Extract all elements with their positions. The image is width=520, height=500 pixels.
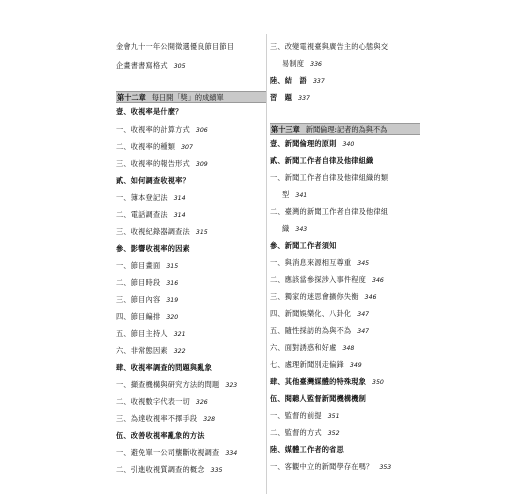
toc-entry xyxy=(116,142,193,153)
page-number: 320 xyxy=(166,314,179,321)
page-number: 340 xyxy=(342,141,355,148)
toc-entry xyxy=(116,346,186,357)
page-number: 316 xyxy=(166,280,179,287)
entry-text: 企畫書書寫格式 xyxy=(116,61,168,70)
entry-text: 二、臺灣的新聞工作者自律及他律組 xyxy=(270,207,389,216)
page-number: 326 xyxy=(195,399,208,406)
page-number: 343 xyxy=(295,226,308,233)
toc-section xyxy=(116,244,190,254)
page-number: 349 xyxy=(349,362,362,369)
page-number: 336 xyxy=(310,61,322,68)
entry-text: 一、收視率的計算方式 xyxy=(116,125,190,134)
entry-text: 三、獨家的迷思會擴你失衡 xyxy=(270,292,359,301)
page-number: 306 xyxy=(195,127,208,134)
entry-text: 二、應該當參探涉入事件程度 xyxy=(270,275,367,284)
entry-text: 二、收視率的種類 xyxy=(116,142,176,151)
chapter-heading xyxy=(116,91,266,103)
toc-entry xyxy=(116,329,186,340)
section-text: 伍、閱聽人監督新聞機構機制 xyxy=(270,394,367,403)
entry-text: 一、新聞工作者自律及他律組織的類 xyxy=(270,173,389,182)
toc-entry xyxy=(116,61,186,72)
toc-entry xyxy=(270,190,307,201)
section-text: 參、影響收視率的因素 xyxy=(116,244,190,253)
section-text: 陸、媒體工作者的省思 xyxy=(270,445,344,454)
toc-entry xyxy=(116,159,208,170)
toc-section xyxy=(270,241,337,251)
entry-text: 習 題 xyxy=(270,93,293,102)
page-number: 347 xyxy=(357,311,370,318)
entry-text: 七、處理新聞別走偏鋒 xyxy=(270,360,344,369)
toc-entry xyxy=(116,312,178,323)
section-text: 壹、收視率是什麼？ xyxy=(116,107,183,116)
page-number: 335 xyxy=(210,467,223,474)
section-text: 肆、收視率調查的問題與亂象 xyxy=(116,363,213,372)
entry-text: 型 xyxy=(282,190,290,199)
page-number: 314 xyxy=(173,212,186,219)
toc-entry xyxy=(270,309,369,320)
page-number: 337 xyxy=(312,78,325,85)
page-number: 352 xyxy=(327,430,340,437)
column-divider xyxy=(266,34,267,494)
toc-entry xyxy=(116,465,222,476)
toc-entry xyxy=(270,76,325,87)
entry-text: 金會九十一年公開徵選優良節目節目 xyxy=(116,42,235,51)
page-number: 353 xyxy=(379,464,392,471)
entry-text: 六、面對誘惑和好處 xyxy=(270,343,337,352)
entry-text: 陸、結 語 xyxy=(270,76,307,85)
entry-text: 二、監督的方式 xyxy=(270,428,322,437)
entry-text: 一、監督的前提 xyxy=(270,411,322,420)
entry-text: 織 xyxy=(282,224,290,233)
toc-entry xyxy=(270,292,376,303)
section-text: 壹、新聞倫理的原則 xyxy=(270,139,337,148)
page-number: 315 xyxy=(166,263,179,270)
section-text: 貳、新聞工作者自律及他律組織 xyxy=(270,156,374,165)
toc-entry xyxy=(270,93,310,104)
toc-entry xyxy=(116,414,215,425)
chapter-number: 第十三章 xyxy=(271,125,300,134)
toc-entry xyxy=(270,173,388,183)
toc-entry xyxy=(270,343,354,354)
toc-entry xyxy=(270,42,388,52)
toc-entry xyxy=(270,258,369,269)
toc-entry xyxy=(116,380,237,391)
page-number: 345 xyxy=(357,260,370,267)
entry-text: 二、引進收視質調查的概念 xyxy=(116,465,205,474)
page-number: 350 xyxy=(372,379,384,386)
toc-entry xyxy=(116,193,186,204)
toc-entry xyxy=(270,326,369,337)
page-number: 322 xyxy=(173,348,186,355)
page-number: 348 xyxy=(342,345,355,352)
toc-entry xyxy=(270,59,322,70)
toc-entry xyxy=(270,224,307,235)
entry-text: 四、節目編排 xyxy=(116,312,161,321)
section-text: 貳、如何調查收視率？ xyxy=(116,176,190,185)
toc-section xyxy=(270,445,344,455)
page-number: 351 xyxy=(327,413,340,420)
toc-section xyxy=(116,431,205,441)
page-number: 309 xyxy=(195,161,208,168)
toc-entry xyxy=(116,261,178,272)
entry-text: 易制度 xyxy=(282,59,305,68)
page-number: 341 xyxy=(295,192,308,199)
entry-text: 二、電話調查法 xyxy=(116,210,168,219)
page-number: 346 xyxy=(372,277,384,284)
page-number: 346 xyxy=(364,294,377,301)
toc-section xyxy=(270,377,384,388)
toc-section xyxy=(270,139,354,150)
toc-section xyxy=(116,107,183,117)
toc-entry xyxy=(270,428,340,439)
toc-entry xyxy=(270,275,384,286)
toc-entry xyxy=(116,448,237,459)
toc-entry xyxy=(116,210,186,221)
page-number: 307 xyxy=(181,144,193,151)
toc-entry xyxy=(116,397,208,408)
entry-text: 二、收視數字代表一切 xyxy=(116,397,190,406)
page-number: 337 xyxy=(298,95,310,102)
chapter-heading xyxy=(270,123,420,135)
page-number: 314 xyxy=(173,195,186,202)
entry-text: 五、隨性採訪的為與不為 xyxy=(270,326,352,335)
toc-section xyxy=(116,176,190,186)
toc-entry xyxy=(116,125,208,136)
entry-text: 三、改變電視臺與廣告主的心態與交 xyxy=(270,42,389,51)
toc-entry xyxy=(270,207,388,217)
entry-text: 一、避免單一公司壟斷收視調查 xyxy=(116,448,220,457)
entry-text: 二、節目時段 xyxy=(116,278,161,287)
entry-text: 三、收視率的報告形式 xyxy=(116,159,190,168)
entry-text: 六、非常態因素 xyxy=(116,346,168,355)
page-number: 323 xyxy=(225,382,238,389)
toc-entry xyxy=(116,295,178,306)
section-text: 參、新聞工作者須知 xyxy=(270,241,337,250)
section-text: 肆、其他臺灣媒體的特殊現象 xyxy=(270,377,367,386)
entry-text: 三、節目內容 xyxy=(116,295,161,304)
entry-text: 一、與消息來源相互尊重 xyxy=(270,258,352,267)
entry-text: 一、節目畫面 xyxy=(116,261,161,270)
page-number: 305 xyxy=(173,63,186,70)
toc-section xyxy=(270,156,373,166)
toc-entry xyxy=(116,227,208,238)
entry-text: 三、收視紀錄器調查法 xyxy=(116,227,190,236)
page-number: 315 xyxy=(195,229,208,236)
page-number: 321 xyxy=(173,331,186,338)
entry-text: 一、簿本登記法 xyxy=(116,193,168,202)
toc-entry xyxy=(116,278,178,289)
toc-section xyxy=(270,394,366,404)
entry-text: 一、擷查機構與研究方法的問題 xyxy=(116,380,220,389)
toc-entry xyxy=(116,42,234,52)
page-number: 334 xyxy=(225,450,238,457)
chapter-title: 新聞倫理:記者的為與不為 xyxy=(305,125,388,134)
section-text: 伍、改善收視率亂象的方法 xyxy=(116,431,205,440)
toc-entry xyxy=(270,411,340,422)
chapter-number: 第十二章 xyxy=(117,93,146,102)
toc-entry xyxy=(270,360,362,371)
chapter-title: 每日開「獎」的成績單 xyxy=(151,93,224,102)
entry-text: 三、為達收視率不擇手段 xyxy=(116,414,198,423)
entry-text: 五、節目主持人 xyxy=(116,329,168,338)
page-number: 319 xyxy=(166,297,179,304)
entry-text: 一、客觀中立的新聞學存在嗎？ xyxy=(270,462,374,471)
page-number: 328 xyxy=(203,416,216,423)
entry-text: 四、新聞娛樂化、八卦化 xyxy=(270,309,352,318)
toc-section xyxy=(116,363,212,373)
toc-entry xyxy=(270,462,391,473)
page-number: 347 xyxy=(357,328,370,335)
